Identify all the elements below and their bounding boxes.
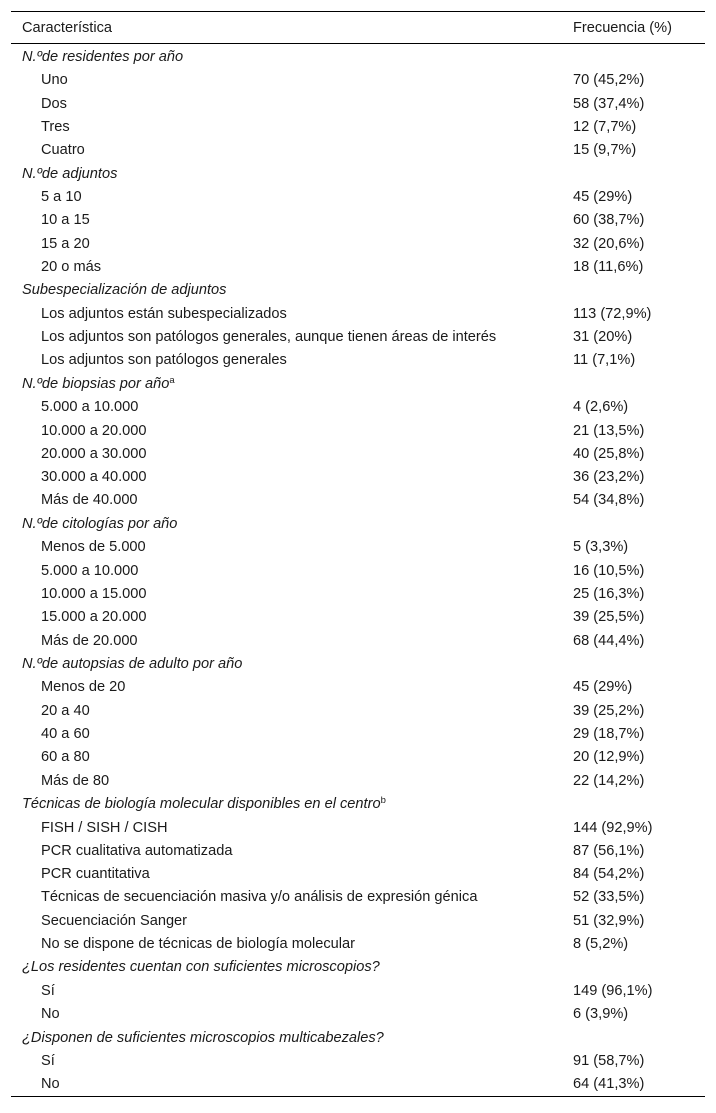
table-row: [11, 606, 705, 629]
row-label: FISH / SISH / CISH: [41, 819, 168, 836]
row-frequency: 52 (33,5%): [573, 889, 645, 906]
section-title-cell: [11, 376, 573, 392]
row-label: No: [41, 1076, 60, 1093]
table-row: [11, 325, 705, 348]
row-frequency: 70 (45,2%): [573, 72, 645, 89]
row-label: Más de 40.000: [41, 492, 138, 509]
row-label: PCR cuantitativa: [41, 866, 150, 883]
row-label: Dos: [41, 95, 67, 112]
section-title-cell: [11, 959, 573, 975]
table-row: [11, 466, 705, 489]
table-row: [11, 559, 705, 582]
row-frequency: 149 (96,1%): [573, 982, 653, 999]
section-title: N.ºde biopsias por año: [22, 375, 170, 392]
section-header-row: [11, 956, 705, 980]
row-label: 20 a 40: [41, 702, 90, 719]
table-row: [11, 1003, 705, 1026]
row-label: No: [41, 1006, 60, 1023]
section-title: N.ºde autopsias de adulto por año: [22, 656, 243, 672]
row-frequency: 39 (25,5%): [573, 609, 645, 626]
row-frequency: 68 (44,4%): [573, 632, 645, 649]
row-label: 10.000 a 20.000: [41, 422, 147, 439]
table-row: [11, 419, 705, 442]
table-row: [11, 138, 705, 161]
section-title: N.ºde residentes por año: [22, 48, 184, 65]
table-row: [11, 489, 705, 512]
row-label: Los adjuntos están subespecializados: [41, 305, 287, 322]
footnote-marker: b: [380, 795, 386, 807]
table-row: [11, 209, 705, 232]
table-header: [11, 12, 705, 44]
table-row: [11, 909, 705, 932]
section-title: N.ºde citologías por año: [22, 515, 178, 532]
table-row: [11, 629, 705, 652]
row-frequency: 84 (54,2%): [573, 866, 645, 883]
row-frequency: 18 (11,6%): [573, 258, 644, 275]
row-label: Sí: [41, 1053, 55, 1070]
section-title: ¿Los residentes cuentan con suficientes microscopios?: [22, 959, 380, 976]
table-row: [11, 255, 705, 278]
row-frequency: 64 (41,3%): [573, 1076, 645, 1093]
row-label: No se dispone de técnicas de biología molecular: [41, 936, 355, 952]
row-frequency: 87 (56,1%): [573, 842, 645, 859]
table-row: [11, 932, 705, 955]
section-header-row: [11, 279, 705, 303]
header-frequency: Frecuencia (%): [573, 19, 672, 36]
section-title-cell: [11, 282, 573, 298]
section-header-row: [11, 162, 705, 186]
row-label: 20 o más: [41, 258, 102, 275]
row-frequency: 39 (25,2%): [573, 702, 645, 719]
footnote-marker: a: [169, 374, 175, 386]
row-frequency: 60 (38,7%): [573, 212, 645, 229]
row-frequency: 45 (29%): [573, 679, 633, 696]
row-label: 10 a 15: [41, 212, 90, 229]
row-frequency: 20 (12,9%): [573, 749, 645, 766]
row-label: Los adjuntos son patólogos generales, aunque tienen áreas de interés: [41, 329, 497, 346]
table-row: [11, 769, 705, 792]
table-row: [11, 699, 705, 722]
table-row: [11, 69, 705, 92]
section-header-row: [11, 792, 705, 816]
row-label: Tres: [41, 118, 70, 135]
table-body: [11, 44, 705, 1096]
row-frequency: 16 (10,5%): [573, 562, 645, 579]
section-title-cell: [11, 1030, 573, 1046]
table-row: [11, 839, 705, 862]
row-label: Cuatro: [41, 142, 85, 159]
section-title-cell: [11, 516, 573, 532]
table-row: [11, 722, 705, 745]
row-frequency: 12 (7,7%): [573, 118, 637, 135]
table-row: [11, 442, 705, 465]
table-row: [11, 232, 705, 255]
table-row: [11, 115, 705, 138]
row-frequency: 40 (25,8%): [573, 445, 645, 462]
row-frequency: 51 (32,9%): [573, 912, 645, 929]
table-row: [11, 979, 705, 1002]
row-label: 20.000 a 30.000: [41, 445, 147, 462]
row-frequency: 6 (3,9%): [573, 1006, 629, 1023]
data-table: [11, 11, 705, 1097]
section-header-row: [11, 372, 705, 396]
row-frequency: 91 (58,7%): [573, 1053, 645, 1070]
row-frequency: 32 (20,6%): [573, 235, 645, 252]
section-title-cell: [11, 656, 573, 672]
row-label: 10.000 a 15.000: [41, 585, 147, 602]
row-frequency: 45 (29%): [573, 189, 633, 206]
section-header-row: [11, 512, 705, 536]
row-label: Menos de 5.000: [41, 539, 146, 556]
row-frequency: 144 (92,9%): [573, 819, 653, 836]
row-label: 15 a 20: [41, 235, 90, 252]
section-title-cell: [11, 166, 573, 182]
section-title-cell: [11, 796, 573, 812]
section-title-cell: [11, 49, 573, 65]
row-label: PCR cualitativa automatizada: [41, 842, 233, 859]
table-row: [11, 302, 705, 325]
section-header-row: [11, 652, 705, 676]
header-characteristic: Característica: [22, 19, 113, 36]
row-frequency: 8 (5,2%): [573, 936, 629, 952]
row-label: 40 a 60: [41, 726, 90, 743]
row-frequency: 4 (2,6%): [573, 399, 629, 416]
section-title: Técnicas de biología molecular disponibles en el centro: [22, 796, 381, 813]
row-label: Uno: [41, 72, 68, 89]
table-row: [11, 582, 705, 605]
row-label: 60 a 80: [41, 749, 90, 766]
row-frequency: 113 (72,9%): [573, 305, 652, 322]
row-frequency: 11 (7,1%): [573, 352, 636, 369]
row-frequency: 21 (13,5%): [573, 422, 645, 439]
table-row: [11, 1049, 705, 1072]
row-label: Los adjuntos son patólogos generales: [41, 352, 287, 369]
row-frequency: 58 (37,4%): [573, 95, 645, 112]
section-title: Subespecialización de adjuntos: [22, 282, 227, 299]
row-label: 5 a 10: [41, 189, 82, 206]
row-label: 5.000 a 10.000: [41, 562, 139, 579]
table-row: [11, 396, 705, 419]
table-row: [11, 92, 705, 115]
table-row: [11, 886, 705, 909]
row-label: Técnicas de secuenciación masiva y/o análisis de expresión génica: [41, 889, 478, 906]
row-label: Menos de 20: [41, 679, 126, 696]
section-header-row: [11, 45, 705, 69]
row-label: Más de 20.000: [41, 632, 138, 649]
row-frequency: 5 (3,3%): [573, 539, 629, 556]
section-title: ¿Disponen de suficientes microscopios multicabezales?: [22, 1029, 384, 1046]
row-label: 15.000 a 20.000: [41, 609, 147, 626]
table-row: [11, 746, 705, 769]
row-frequency: 36 (23,2%): [573, 469, 645, 486]
row-frequency: 29 (18,7%): [573, 726, 645, 743]
section-header-row: [11, 1026, 705, 1050]
row-frequency: 54 (34,8%): [573, 492, 645, 509]
row-frequency: 25 (16,3%): [573, 585, 645, 602]
row-frequency: 31 (20%): [573, 329, 633, 346]
table-row: [11, 816, 705, 839]
table-row: [11, 185, 705, 208]
table-row: [11, 1073, 705, 1096]
table-row: [11, 536, 705, 559]
table-row: [11, 349, 705, 372]
row-label: Sí: [41, 982, 55, 999]
table-row: [11, 676, 705, 699]
row-label: 5.000 a 10.000: [41, 399, 139, 416]
row-label: 30.000 a 40.000: [41, 469, 147, 486]
table-row: [11, 862, 705, 885]
section-title: N.ºde adjuntos: [22, 165, 118, 182]
row-label: Secuenciación Sanger: [41, 912, 188, 929]
row-label: Más de 80: [41, 772, 110, 789]
row-frequency: 22 (14,2%): [573, 772, 645, 789]
row-frequency: 15 (9,7%): [573, 142, 637, 159]
